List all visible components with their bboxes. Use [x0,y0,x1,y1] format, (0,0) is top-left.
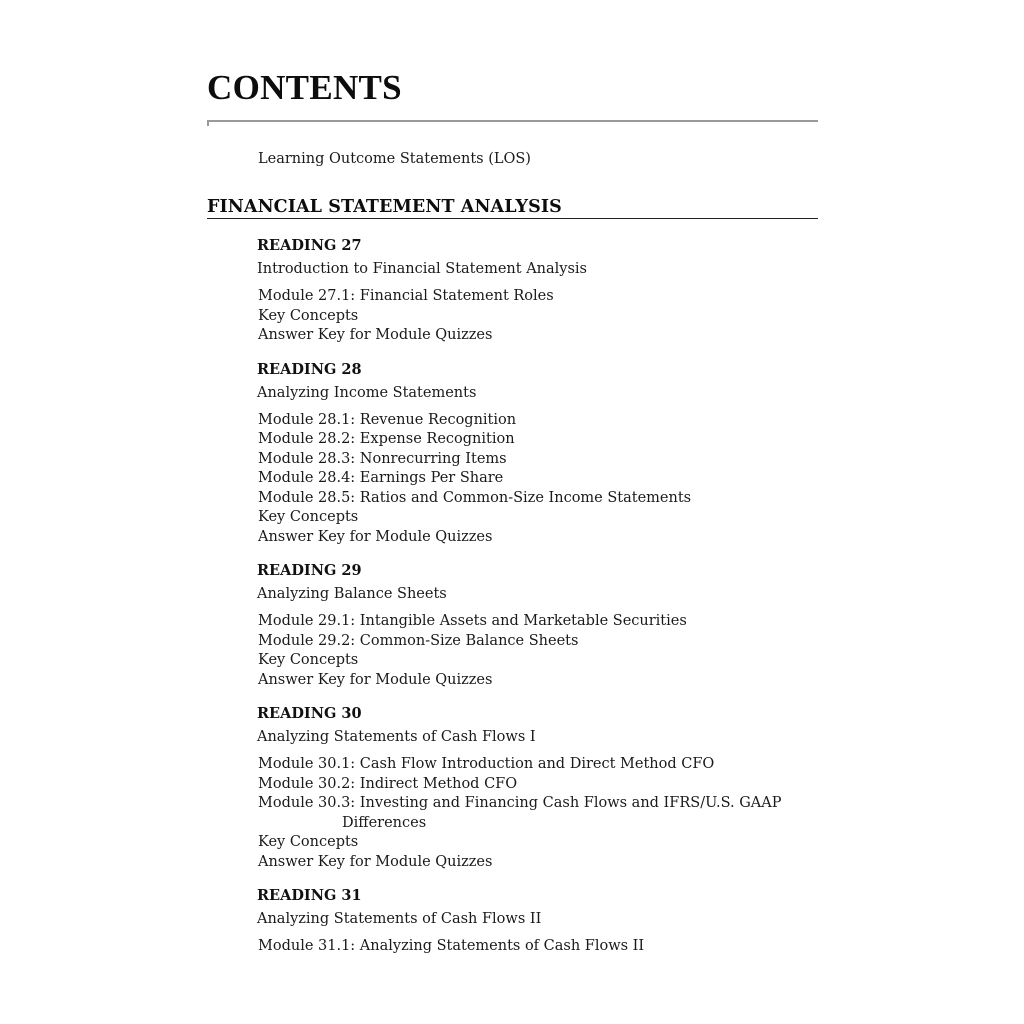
los-link[interactable]: Learning Outcome Statements (LOS) [258,151,531,167]
reading-30 [257,704,797,872]
section-divider [207,218,818,219]
reading-title[interactable]: Analyzing Balance Sheets [257,586,447,602]
reading-28 [257,360,797,548]
reading-label[interactable]: READING 31 [257,887,362,904]
toc-entry[interactable]: Module 28.3: Nonrecurring Items [258,450,507,467]
reading-title[interactable]: Analyzing Statements of Cash Flows II [257,911,542,927]
toc-entry[interactable]: Key Concepts [258,834,359,850]
page-title: CONTENTS [207,68,402,107]
toc-entry[interactable]: Answer Key for Module Quizzes [258,528,493,545]
toc-entry[interactable]: Answer Key for Module Quizzes [258,853,493,870]
toc-entry[interactable]: Module 29.2: Common-Size Balance Sheets [258,632,579,649]
reading-title[interactable]: Analyzing Statements of Cash Flows I [257,729,536,745]
toc-entry[interactable]: Module 27.1: Financial Statement Roles [258,288,554,304]
reading-label[interactable]: READING 30 [257,705,362,722]
reading-label[interactable]: READING 29 [257,562,362,579]
toc-entry[interactable]: Module 31.1: Analyzing Statements of Cash Flows II [258,938,645,954]
toc-entry[interactable]: Answer Key for Module Quizzes [258,671,493,688]
toc-entry-continuation[interactable]: Differences [342,814,427,831]
section-heading: FINANCIAL STATEMENT ANALYSIS [207,197,562,217]
toc-entry[interactable]: Module 30.3: Investing and Financing Cash Flows and IFRS/U.S. GAAP [258,795,782,811]
reading-29 [257,561,797,690]
toc-entry[interactable]: Module 28.1: Revenue Recognition [258,411,517,428]
reading-label[interactable]: READING 27 [257,237,362,254]
toc-entry[interactable]: Key Concepts [258,307,359,324]
toc-entry[interactable]: Key Concepts [258,652,359,668]
toc-entry[interactable]: Module 30.2: Indirect Method CFO [258,775,518,792]
title-divider [207,120,818,122]
toc-entry[interactable]: Answer Key for Module Quizzes [258,327,493,343]
toc-entry[interactable]: Module 28.2: Expense Recognition [258,431,515,447]
reading-title[interactable]: Analyzing Income Statements [257,384,477,401]
reading-31 [257,886,797,957]
toc-entry[interactable]: Module 28.4: Earnings Per Share [258,470,504,486]
title-divider-tick [207,120,209,126]
toc-entry[interactable]: Module 30.1: Cash Flow Introduction and Direct Method CFO [258,756,715,772]
toc-entry[interactable]: Module 28.5: Ratios and Common-Size Income Statements [258,489,692,506]
toc-entry[interactable]: Key Concepts [258,509,359,525]
reading-label[interactable]: READING 28 [257,360,362,378]
reading-title[interactable]: Introduction to Financial Statement Analysis [257,261,587,277]
readings-list [257,236,797,971]
reading-27 [257,236,797,346]
toc-entry[interactable]: Module 29.1: Intangible Assets and Marketable Securities [258,613,687,629]
